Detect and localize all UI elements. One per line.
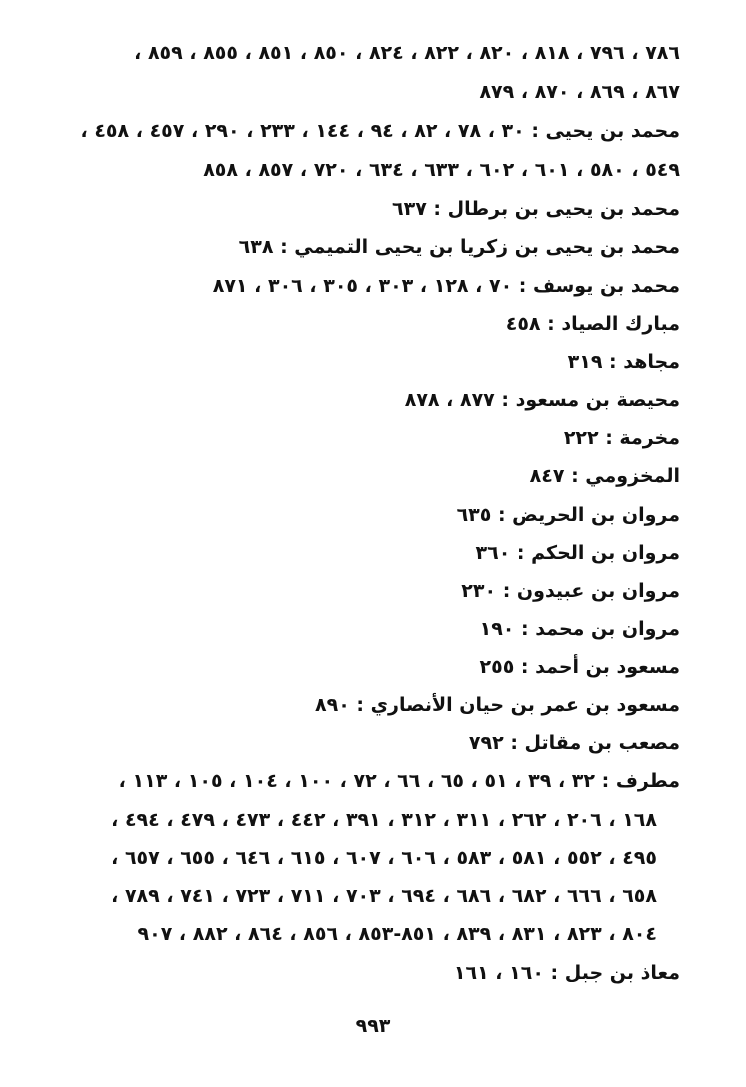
index-line-9: مجاهد : ٣١٩ xyxy=(567,351,680,373)
index-line-22: ٤٩٥ ، ٥٥٢ ، ٥٨١ ، ٥٨٣ ، ٦٠٦ ، ٦٠٧ ، ٦١٥ ، ٦٤٦ ، ٦٥٥ ، ٦٥٧ ، xyxy=(111,847,657,869)
page-number: ٩٩٣ xyxy=(355,1015,391,1037)
index-line-21: ١٦٨ ، ٢٠٦ ، ٢٦٢ ، ٣١١ ، ٣١٢ ، ٣٩١ ، ٤٤٢ ، ٤٧٣ ، ٤٧٩ ، ٤٩٤ ، xyxy=(111,809,657,831)
index-line-3: محمد بن يحيى : ٣٠ ، ٧٨ ، ٨٢ ، ٩٤ ، ١٤٤ ، ٢٣٣ ، ٢٩٠ ، ٤٥٧ ، ٤٥٨ ، xyxy=(80,120,680,142)
index-line-8: مبارك الصياد : ٤٥٨ xyxy=(505,313,680,335)
index-line-13: مروان بن الحريض : ٦٣٥ xyxy=(456,504,680,526)
index-line-16: مروان بن محمد : ١٩٠ xyxy=(479,618,680,640)
index-line-19: مصعب بن مقاتل : ٧٩٢ xyxy=(468,732,680,754)
index-line-11: مخرمة : ٢٢٢ xyxy=(563,427,680,449)
index-line-5: محمد بن يحيى بن برطال : ٦٣٧ xyxy=(392,198,680,220)
index-line-24: ٨٠٤ ، ٨٢٣ ، ٨٣١ ، ٨٣٩ ، ٨٥١-٨٥٣ ، ٨٥٦ ، ٨٦٤ ، ٨٨٢ ، ٩٠٧ xyxy=(137,923,657,945)
index-line-14: مروان بن الحكم : ٣٦٠ xyxy=(475,542,680,564)
index-line-23: ٦٥٨ ، ٦٦٦ ، ٦٨٢ ، ٦٨٦ ، ٦٩٤ ، ٧٠٣ ، ٧١١ ، ٧٢٣ ، ٧٤١ ، ٧٨٩ ، xyxy=(111,885,657,907)
index-line-1: ٧٨٦ ، ٧٩٦ ، ٨١٨ ، ٨٢٠ ، ٨٢٢ ، ٨٢٤ ، ٨٥٠ ، ٨٥١ ، ٨٥٥ ، ٨٥٩ ، xyxy=(134,42,680,64)
index-line-18: مسعود بن عمر بن حيان الأنصاري : ٨٩٠ xyxy=(315,694,680,716)
index-line-12: المخزومي : ٨٤٧ xyxy=(529,465,680,487)
index-line-7: محمد بن يوسف : ٧٠ ، ١٢٨ ، ٣٠٣ ، ٣٠٥ ، ٣٠٦ ، ٨٧١ xyxy=(212,275,680,297)
index-line-10: محيصة بن مسعود : ٨٧٧ ، ٨٧٨ xyxy=(404,389,680,411)
index-line-17: مسعود بن أحمد : ٢٥٥ xyxy=(479,656,680,678)
index-line-20: مطرف : ٣٢ ، ٣٩ ، ٥١ ، ٦٥ ، ٦٦ ، ٧٢ ، ١٠٠ ، ١٠٤ ، ١٠٥ ، ١١٣ ، xyxy=(118,770,680,792)
index-line-25: معاذ بن جبل : ١٦٠ ، ١٦١ xyxy=(453,962,680,984)
index-line-6: محمد بن يحيى بن زكريا بن يحيى التميمي : ٦٣٨ xyxy=(238,236,680,258)
index-line-2: ٨٦٧ ، ٨٦٩ ، ٨٧٠ ، ٨٧٩ xyxy=(479,81,680,103)
index-line-4: ٥٤٩ ، ٥٨٠ ، ٦٠١ ، ٦٠٢ ، ٦٣٣ ، ٦٣٤ ، ٧٢٠ ، ٨٥٧ ، ٨٥٨ xyxy=(203,159,680,181)
index-line-15: مروان بن عبيدون : ٢٣٠ xyxy=(461,580,680,602)
